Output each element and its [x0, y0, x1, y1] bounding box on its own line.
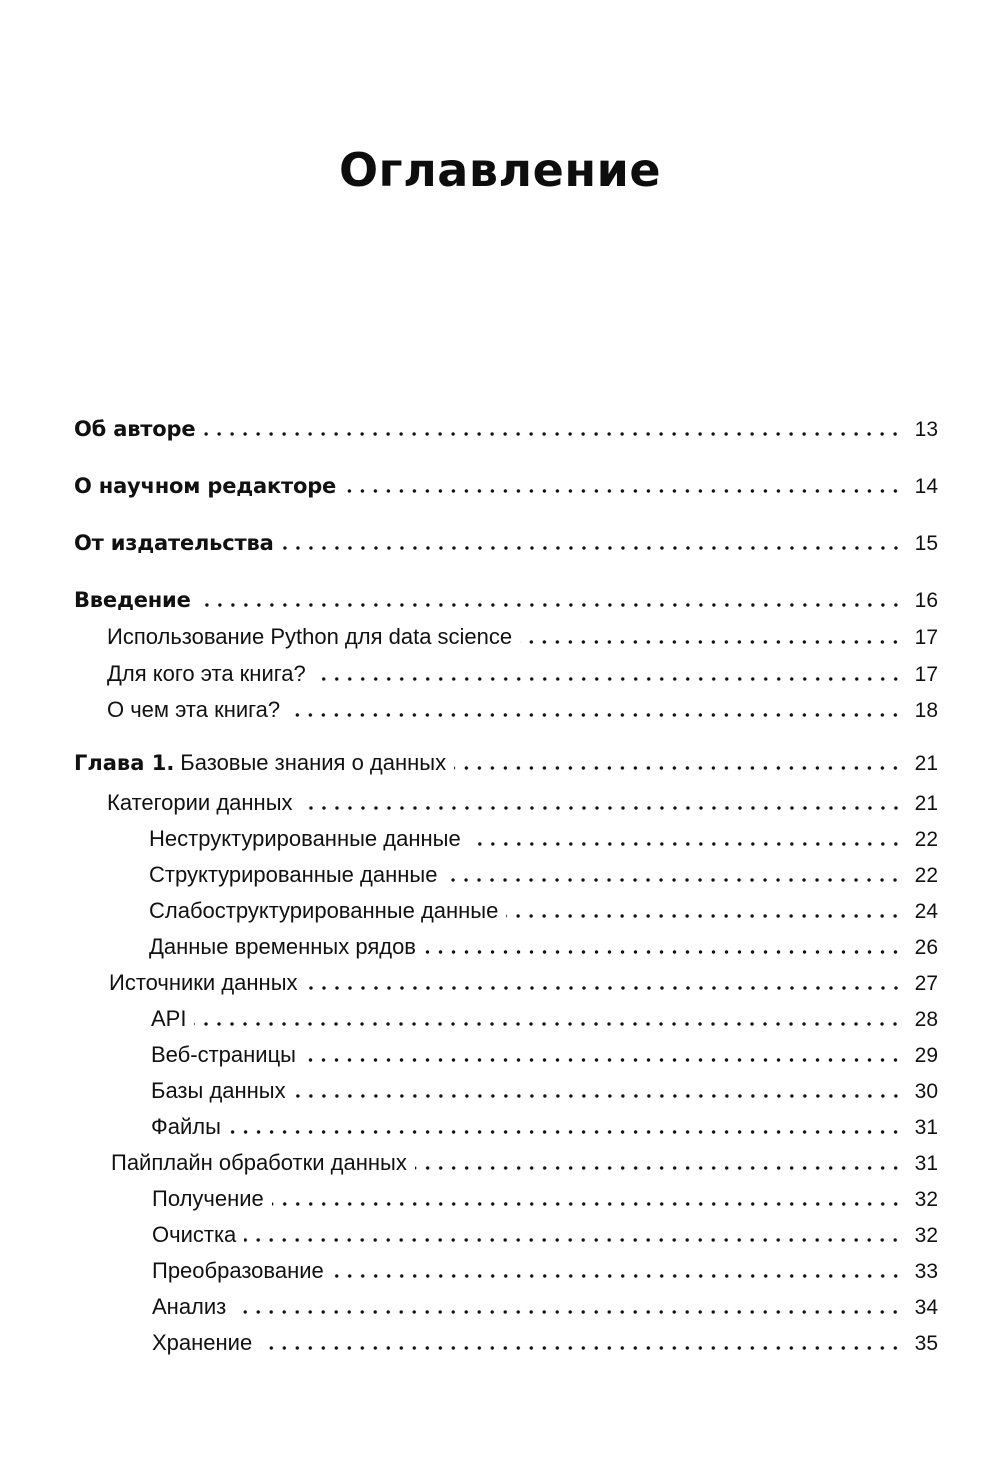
- toc-page-number: 21: [914, 752, 938, 775]
- toc-page-number: 27: [914, 972, 938, 995]
- toc-entry-label: О чем эта книга?: [107, 697, 281, 722]
- toc-entry-introduction[interactable]: [74, 583, 938, 617]
- toc-entry-label: Базовые знания о данных: [180, 750, 447, 775]
- toc-entry-label: Введение: [74, 588, 191, 612]
- toc-page-number: 16: [914, 589, 938, 612]
- toc-entry-book-about[interactable]: [107, 693, 938, 727]
- toc-entry-unstructured[interactable]: [149, 822, 938, 856]
- toc-entry-acquisition[interactable]: [152, 1182, 938, 1216]
- dot-leader: [282, 546, 902, 550]
- dot-leader: [314, 677, 902, 681]
- dot-leader: [344, 489, 902, 493]
- toc-page-number: 14: [914, 475, 938, 498]
- toc-entry-label: О научном редакторе: [74, 474, 337, 498]
- dot-leader: [301, 806, 902, 810]
- toc-page-number: 29: [914, 1044, 938, 1067]
- page-title: Оглавление: [338, 142, 662, 197]
- toc-entry-time-series[interactable]: [149, 930, 938, 964]
- toc-entry-label: Структурированные данные: [149, 862, 438, 887]
- dot-leader: [260, 1346, 902, 1350]
- dot-leader: [203, 432, 902, 436]
- toc-entry-label: API: [151, 1006, 187, 1031]
- dot-leader: [445, 878, 902, 882]
- dot-leader: [306, 986, 902, 990]
- toc-page-number: 24: [914, 900, 938, 923]
- dot-leader: [288, 713, 902, 717]
- toc-page-number: 32: [914, 1224, 938, 1247]
- toc-entry-label: Использование Python для data science: [107, 624, 513, 649]
- toc-entry-label: Слабоструктурированные данные: [149, 898, 499, 923]
- toc-entry-cleaning[interactable]: [152, 1218, 938, 1252]
- toc-page-number: 21: [914, 792, 938, 815]
- toc-entry-pipeline[interactable]: [111, 1146, 938, 1180]
- toc-page-number: 15: [914, 532, 938, 555]
- toc-page-number: 22: [914, 864, 938, 887]
- toc-page-number: 31: [914, 1152, 938, 1175]
- toc-page-number: 18: [914, 699, 938, 722]
- dot-leader: [244, 1238, 902, 1242]
- toc-entry-label: Об авторе: [74, 417, 196, 441]
- toc-entry-label: Хранение: [152, 1330, 253, 1355]
- toc-entry-label: Данные временных рядов: [149, 934, 416, 959]
- dot-leader: [454, 766, 902, 770]
- toc-entry-files[interactable]: [151, 1110, 938, 1144]
- toc-entry-label: Для кого эта книга?: [107, 661, 306, 686]
- toc-entry-label: Анализ: [152, 1294, 227, 1319]
- dot-leader: [234, 1310, 902, 1314]
- toc-page-number: 33: [914, 1260, 938, 1283]
- chapter-prefix: Глава 1.: [74, 751, 175, 775]
- dot-leader: [424, 950, 902, 954]
- dot-leader: [415, 1166, 902, 1170]
- toc-entry-publisher[interactable]: [74, 526, 938, 560]
- toc-entry-analysis[interactable]: [152, 1290, 938, 1324]
- toc-entry-semistructured[interactable]: [149, 894, 938, 928]
- dot-leader: [332, 1274, 902, 1278]
- toc-page-number: 30: [914, 1080, 938, 1103]
- toc-entry-databases[interactable]: [151, 1074, 938, 1108]
- dot-leader: [194, 1022, 902, 1026]
- toc-entry-label: От издательства: [74, 531, 274, 555]
- dot-leader: [520, 640, 902, 644]
- toc-entry-chapter-1[interactable]: [74, 746, 938, 780]
- toc-entry-label: Источники данных: [109, 970, 298, 995]
- toc-entry-label: Файлы: [151, 1114, 221, 1139]
- toc-entry-label: Категории данных: [107, 790, 293, 815]
- toc-entry-label: Преобразование: [152, 1258, 324, 1283]
- toc-entry-label: Неструктурированные данные: [149, 826, 461, 851]
- toc-entry-about-author[interactable]: [74, 412, 938, 446]
- toc-page-number: 34: [914, 1296, 938, 1319]
- dot-leader: [199, 603, 902, 607]
- toc-page-number: 17: [914, 663, 938, 686]
- toc-page-number: 26: [914, 936, 938, 959]
- toc-entry-label: Базы данных: [151, 1078, 286, 1103]
- toc-entry-web-pages[interactable]: [151, 1038, 938, 1072]
- dot-leader: [469, 842, 902, 846]
- toc-page-number: 28: [914, 1008, 938, 1031]
- toc-entry-label: Очистка: [152, 1222, 237, 1247]
- dot-leader: [229, 1130, 902, 1134]
- toc-entry-label: Веб-страницы: [151, 1042, 296, 1067]
- toc-entry-audience[interactable]: [107, 657, 938, 691]
- toc-page-number: 35: [914, 1332, 938, 1355]
- toc-entry-python-ds[interactable]: [107, 620, 938, 654]
- toc-entry-label: Получение: [152, 1186, 264, 1211]
- toc-entry-data-categories[interactable]: [107, 786, 938, 820]
- toc-entry-data-sources[interactable]: [109, 966, 938, 1000]
- dot-leader: [304, 1058, 902, 1062]
- dot-leader: [294, 1094, 902, 1098]
- toc-entry-structured[interactable]: [149, 858, 938, 892]
- toc-page-number: 31: [914, 1116, 938, 1139]
- toc-page-number: 22: [914, 828, 938, 851]
- toc-entry-transformation[interactable]: [152, 1254, 938, 1288]
- dot-leader: [272, 1202, 902, 1206]
- toc-page-number: 17: [914, 626, 938, 649]
- dot-leader: [506, 914, 902, 918]
- toc-page-number: 32: [914, 1188, 938, 1211]
- toc-entry-storage[interactable]: [152, 1326, 938, 1360]
- toc-entry-api[interactable]: [151, 1002, 938, 1036]
- toc-page-number: 13: [914, 418, 938, 441]
- toc-entry-label: Пайплайн обработки данных: [111, 1150, 407, 1175]
- toc-entry-scientific-editor[interactable]: [74, 469, 938, 503]
